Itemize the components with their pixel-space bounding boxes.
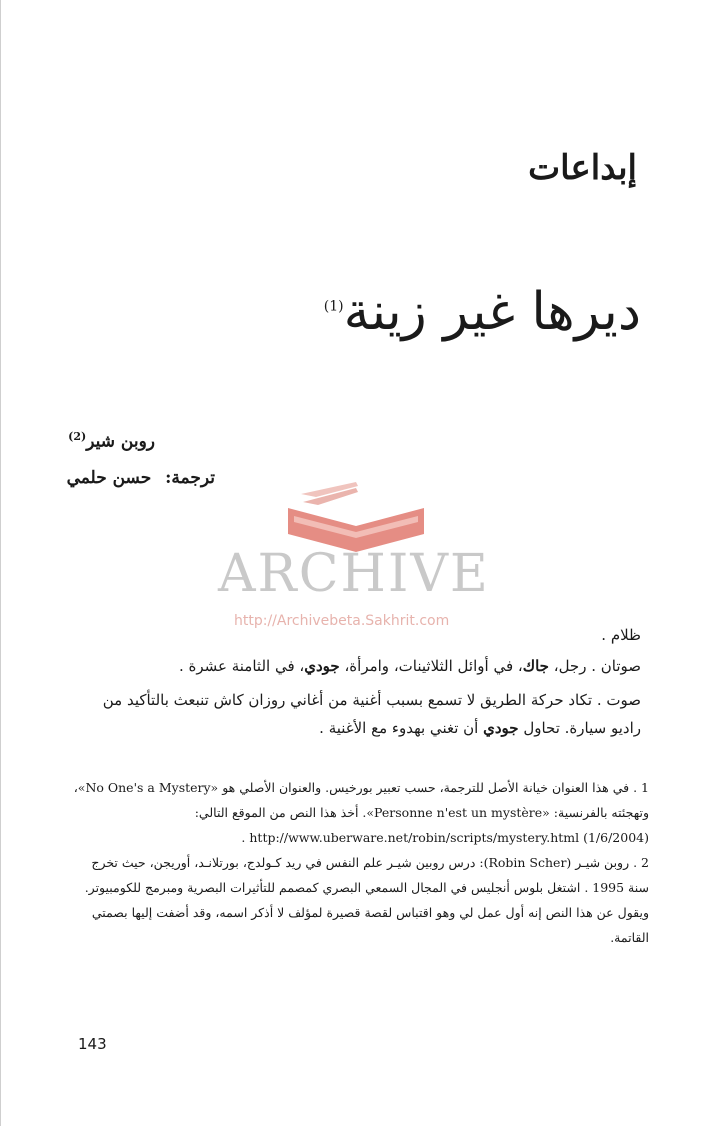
archive-watermark [206,478,516,638]
title-text: ديرها غير زينة [343,282,641,342]
translator-line [67,468,215,488]
source-url: http://www.uberware.net/robin/scripts/mystery.html (1/6/2004) [249,830,649,845]
text-run: ، وتهجئته بالفرنسية: [73,780,649,820]
text-run: صوتان . رجل، [548,657,641,675]
title-footnote-ref: (1) [323,298,344,315]
author-latin-name: (Robin Scher) [483,855,572,870]
text-run: ، في أوائل الثلاثينات، وامرأة، [339,657,523,675]
text-run: . أخذ هذا النص من الموقع التالي: [194,805,367,820]
text-run: أن تغني بهدوء مع الأغنية . [319,719,484,737]
character-name: جودي [304,657,340,675]
french-title: «Personne n'est un mystère» [366,805,550,820]
body-paragraph [81,686,641,742]
original-title: «No One's a Mystery» [77,780,219,795]
author-line [68,430,155,452]
translator-name: حسن حلمي [66,468,152,488]
watermark-text: ARCHIVE [218,544,490,604]
page-number: 143 [78,1035,107,1053]
author-name: روبن شير [86,431,155,452]
body-paragraph: ظلام . [601,626,641,644]
section-heading: إبداعات [528,148,637,188]
watermark-url: http://Archivebeta.Sakhrit.com [234,613,450,629]
character-name: جاك [522,657,549,675]
text-run: ، في الثامنة عشرة . [178,657,305,675]
footnote-2 [69,850,649,950]
body-paragraph [81,655,641,677]
author-footnote-ref: (2) [68,430,87,443]
text-run: 2 . روبن شيـر [571,855,649,870]
text-run: 1 . في هذا العنوان خيانة الأصل للترجمة، حسب تعبير بورخيس. والعنوان الأصلي هو [218,780,649,795]
text-run: : درس روبين شيـر علم النفس في ريد كـولدج، بورتلانـد، أوريجن، حيث تخرج سنة 1995 . اشتغل بلوس أنجليس في المجال السمعي البصري كمصمم للتأثيرات البصرية ومبرمج للكومبيوتر. ويقول عن هذا النص إنه أول عمل لي وهو اقتباس لقصة قصيرة لمؤلف لا أذكر اسمه، وقد أضفت إليها بصمتي القاتمة. [84,855,649,945]
character-name: جودي [483,719,519,737]
text-run: صوت . تكاد حركة الطريق لا تسمع بسبب أغنية من أغاني روزان كاش تنبعث بالتأكيد من راديو سيارة. تحاول [102,691,641,737]
translator-label: ترجمة: [165,468,215,488]
footnote-1: 1 . في هذا العنوان خيانة الأصل للترجمة، حسب تعبير بورخيس. والعنوان الأصلي هو «No One's a Mystery»، وتهجئته بالفرنسية: «Personne n'est un mystère». أخذ هذا النص من الموقع التالي: http://www.uberware.net/robin/scripts/mystery.html (1/6/2004) . [73,780,649,845]
article-title [324,282,641,342]
